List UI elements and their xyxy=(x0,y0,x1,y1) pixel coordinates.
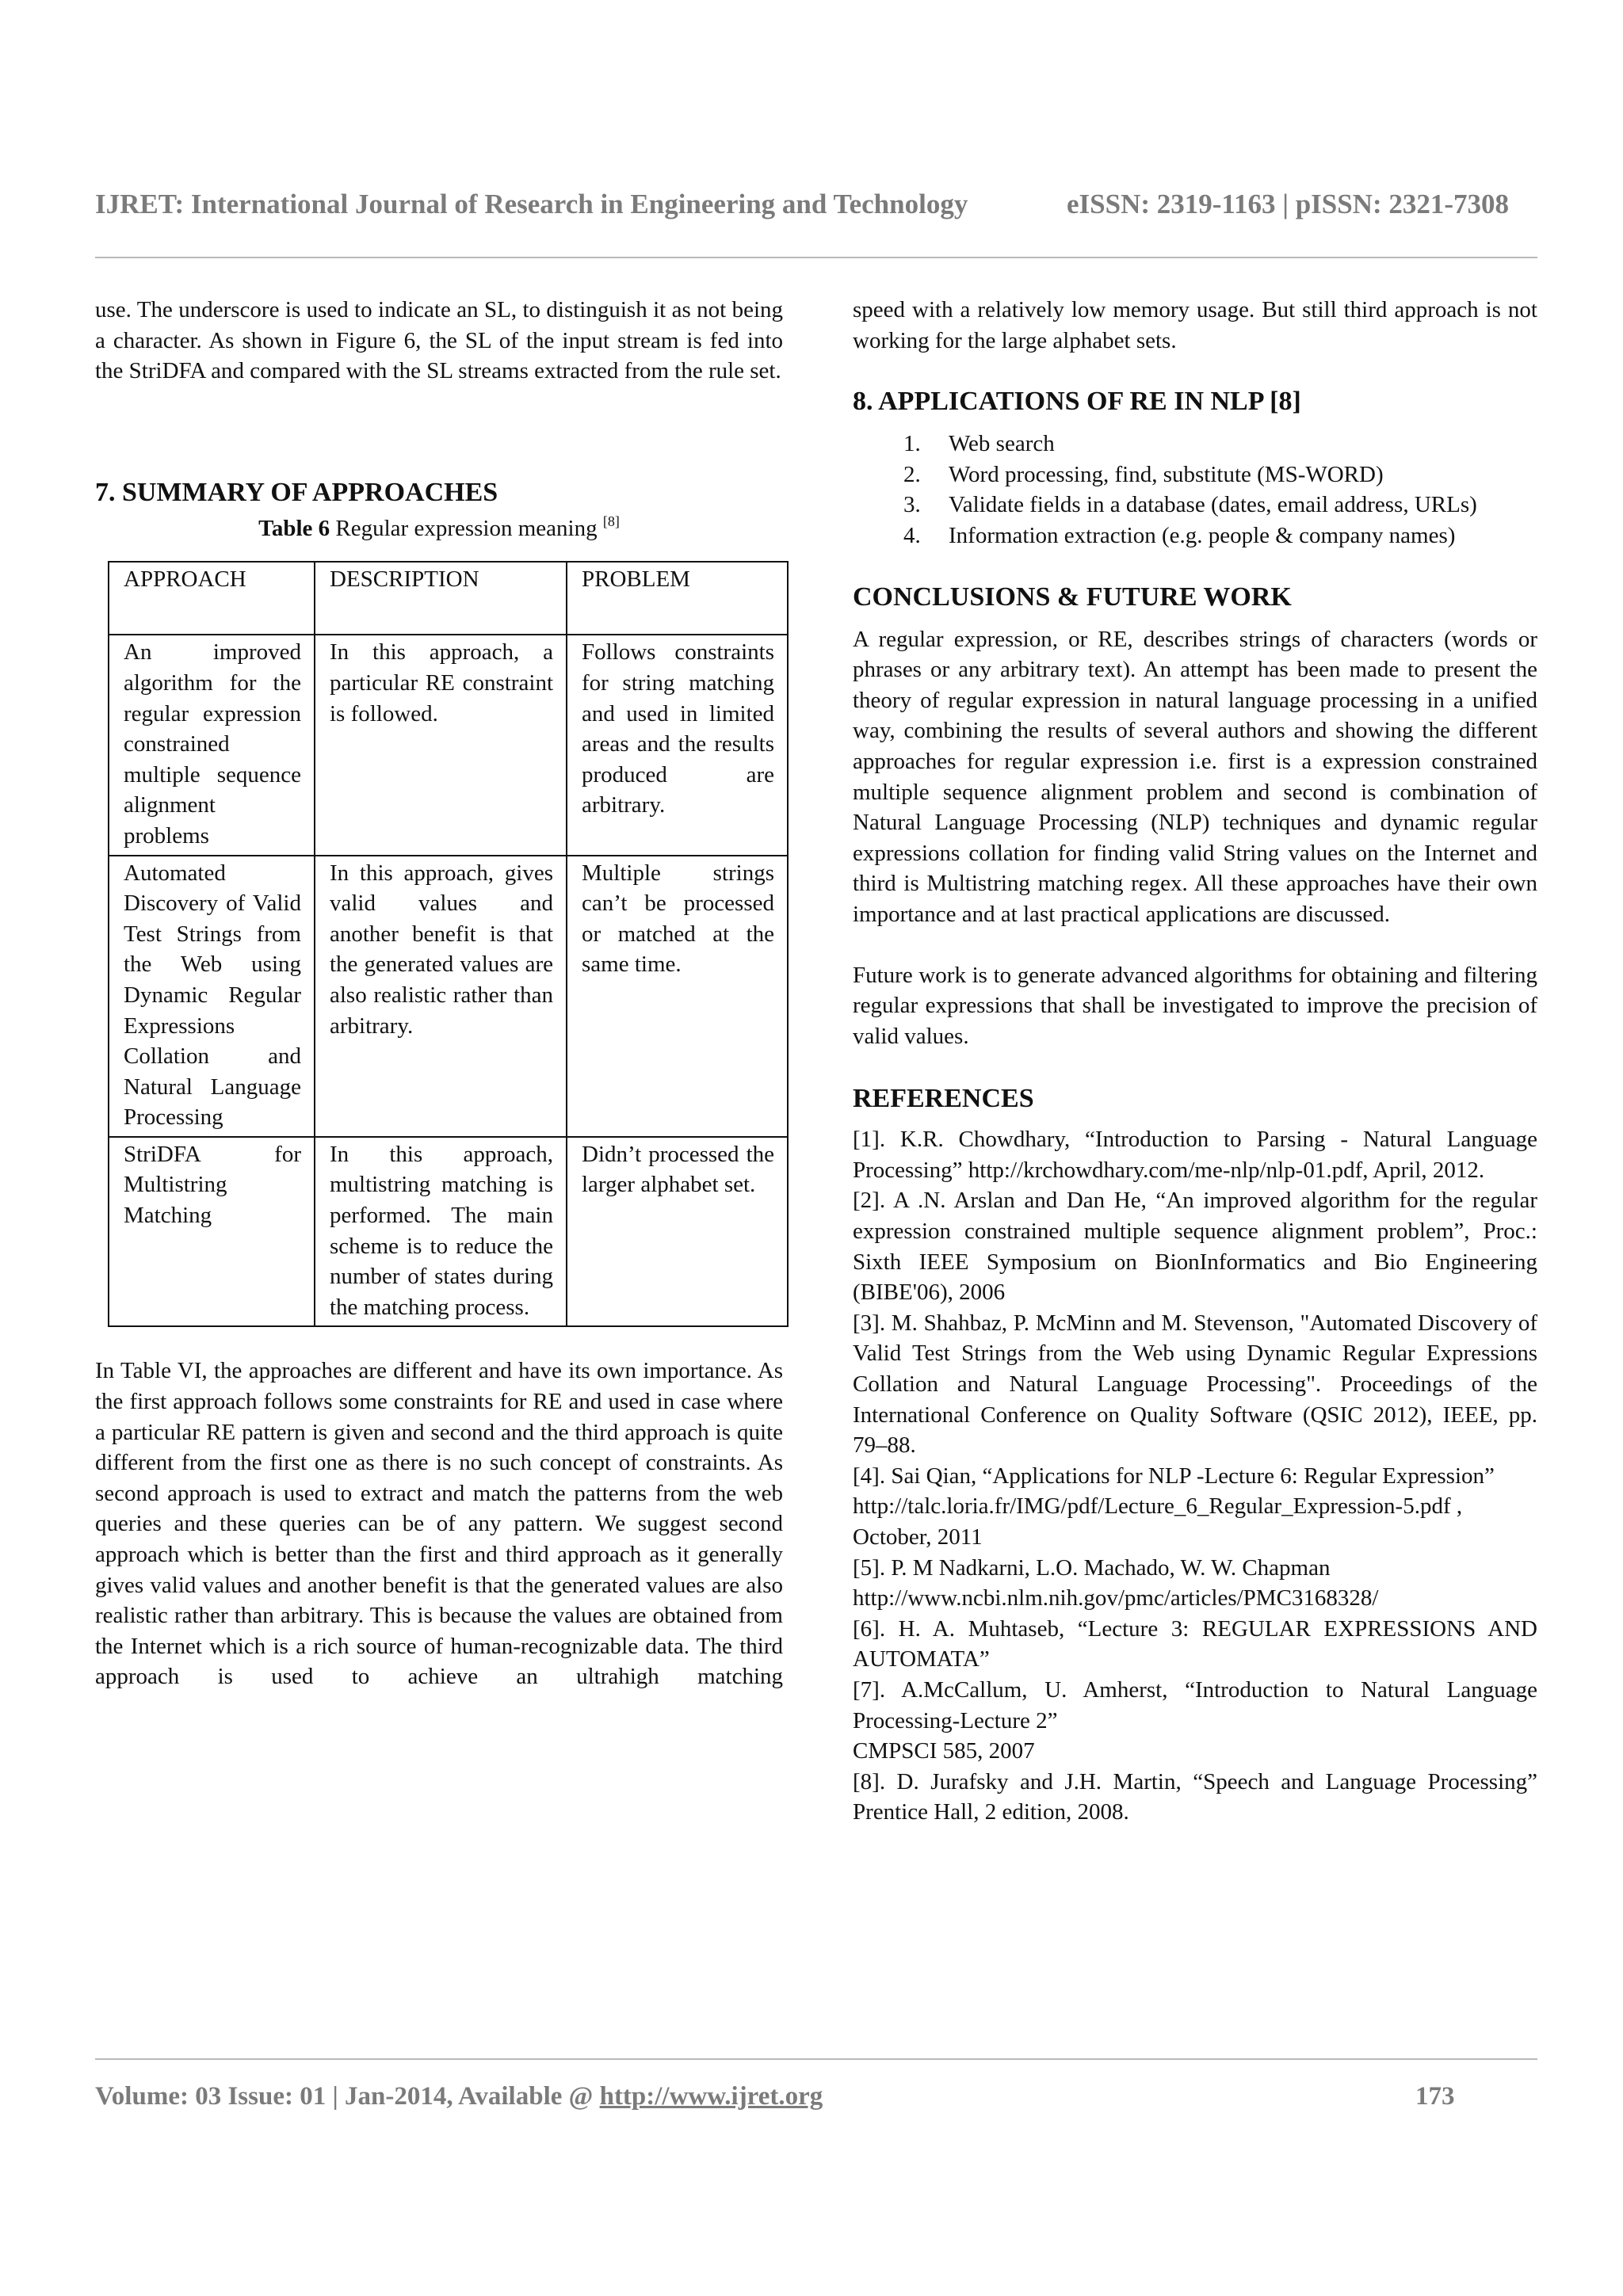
reference-item: CMPSCI 585, 2007 xyxy=(853,1738,1035,1764)
table-caption xyxy=(95,513,783,544)
left-column xyxy=(95,295,783,1692)
reference-item: [2]. A .N. Arslan and Dan He, “An improved algorithm for the regular expression constrained multiple sequence alignment problem”, Proc.: Sixth IEEE Symposium on BionInformatics and Bio Engineering (BIBE'06), 2006 xyxy=(853,1188,1537,1306)
table-row xyxy=(109,635,788,855)
continuation-paragraph: speed with a relatively low memory usage. But still third approach is not working for the large alphabet sets. xyxy=(853,297,1537,353)
references-list xyxy=(853,1124,1537,1828)
table-cell: Didn’t processed the larger alphabet set. xyxy=(567,1137,788,1327)
table-row xyxy=(109,1137,788,1327)
reference-item: [5]. P. M Nadkarni, L.O. Machado, W. W. Chapman xyxy=(853,1554,1331,1581)
table-cell: In this approach, a particular RE constraint is followed. xyxy=(315,635,567,855)
reference-item: [6]. H. A. Muhtaseb, “Lecture 3: REGULAR EXPRESSIONS AND AUTOMATA” xyxy=(853,1615,1537,1672)
table-header-cell: PROBLEM xyxy=(567,562,788,635)
reference-item: [1]. K.R. Chowdhary, “Introduction to Parsing - Natural Language Processing” http://krchowdhary.com/me-nlp/nlp-01.pdf, April, 2012. xyxy=(853,1127,1537,1183)
list-item: 2. Word processing, find, substitute (MS-WORD) xyxy=(903,461,1384,487)
table-cell: StriDFA for Multistring Matching xyxy=(109,1137,315,1327)
page-number: 173 xyxy=(1415,2082,1455,2111)
journal-link[interactable]: http://www.ijret.org xyxy=(599,2082,823,2111)
table-header-cell: DESCRIPTION xyxy=(315,562,567,635)
table-caption-label: Table 6 xyxy=(258,515,330,541)
reference-item: http://www.ncbi.nlm.nih.gov/pmc/articles/PMC3168328/ xyxy=(853,1585,1379,1611)
references-heading: REFERENCES xyxy=(853,1084,1034,1114)
discussion-paragraph: In Table VI, the approaches are different and have its own importance. As the first approach follows some constraints for RE and used in case where a particular RE pattern is given and second and the third approach is quite different from the first one as there is no such concept of constraints. As second approach is used to extract and match the patterns from the web queries and these queries can be of any pattern. We suggest second approach which is better than the first and third approach as it generally gives valid values and another benefit is that the generated values are also realistic rather than arbitrary. This is because the values are obtained from the Internet which is a rich source of human-recognizable data. The third approach is used to achieve an ultrahigh matching xyxy=(95,1358,783,1690)
issn: eISSN: 2319-1163 | pISSN: 2321-7308 xyxy=(1067,189,1510,219)
table-header-cell: APPROACH xyxy=(109,562,315,635)
table-cell: An improved algorithm for the regular expression constrained multiple sequence alignment problems xyxy=(109,635,315,855)
header-rule xyxy=(95,257,1537,258)
conclusions-paragraph: A regular expression, or RE, describes strings of characters (words or phrases or any arbitrary text). An attempt has been made to present the theory of regular expression in natural language processing in a unified way, combining the results of several authors and showing the different approaches for regular expression i.e. first is a expression constrained multiple sequence alignment problem and second is combination of Natural Language Processing (NLP) techniques and dynamic regular expressions collation for finding valid String values on the Internet and third is Multistring matching regex. All these approaches have their own importance and at last practical applications are discussed. xyxy=(853,626,1537,927)
journal-title: IJRET: International Journal of Research in Engineering and Technology xyxy=(95,189,968,219)
applications-list xyxy=(853,429,1537,551)
future-work-paragraph: Future work is to generate advanced algorithms for obtaining and filtering regular expressions that shall be investigated to improve the precision of valid values. xyxy=(853,962,1537,1049)
table-caption-text: Regular expression meaning xyxy=(335,515,598,541)
footer-volume: Volume: 03 Issue: 01 | Jan-2014, Available @ xyxy=(95,2082,594,2111)
footer-rule xyxy=(95,2058,1537,2060)
table-cell: In this approach, gives valid values and another benefit is that the generated values are also realistic rather than arbitrary. xyxy=(315,856,567,1137)
list-item: 1. Web search xyxy=(903,431,1055,457)
conclusions-heading: CONCLUSIONS & FUTURE WORK xyxy=(853,582,1292,612)
table-cell: Follows constraints for string matching and used in limited areas and the results produced are arbitrary. xyxy=(567,635,788,855)
right-column xyxy=(853,295,1537,1828)
table-cell: In this approach, multistring matching is performed. The main scheme is to reduce the number of states during the matching process. xyxy=(315,1137,567,1327)
list-item: 3. Validate fields in a database (dates, email address, URLs) xyxy=(903,492,1477,518)
reference-item: [4]. Sai Qian, “Applications for NLP -Lecture 6: Regular Expression” xyxy=(853,1463,1495,1489)
approaches-table xyxy=(108,561,789,1327)
reference-item: http://talc.loria.fr/IMG/pdf/Lecture_6_Regular_Expression-5.pdf , October, 2011 xyxy=(853,1493,1463,1550)
table-row xyxy=(109,856,788,1137)
table-header-row xyxy=(109,562,788,635)
intro-paragraph: use. The underscore is used to indicate an SL, to distinguish it as not being a character. As shown in Figure 6, the SL of the input stream is fed into the StriDFA and compared with the SL streams extracted from the rule set. xyxy=(95,297,783,384)
footer xyxy=(95,2082,823,2111)
list-item: 4. Information extraction (e.g. people & company names) xyxy=(903,522,1456,548)
reference-item: [8]. D. Jurafsky and J.H. Martin, “Speech and Language Processing” Prentice Hall, 2 edition, 2008. xyxy=(853,1768,1537,1825)
reference-item: [3]. M. Shahbaz, P. McMinn and M. Stevenson, "Automated Discovery of Valid Test Strings from the Web using Dynamic Regular Expressions Collation and Natural Language Processing". Proceedings of the International Conference on Quality Software (QSIC 2012), IEEE, pp. 79–88. xyxy=(853,1310,1537,1459)
table-caption-ref: [8] xyxy=(602,513,620,529)
reference-item: [7]. A.McCallum, U. Amherst, “Introduction to Natural Language Processing-Lecture 2” xyxy=(853,1676,1537,1733)
table-cell: Automated Discovery of Valid Test Strings from the Web using Dynamic Regular Expressions Collation and Natural Language Processing xyxy=(109,856,315,1137)
table-cell: Multiple strings can’t be processed or matched at the same time. xyxy=(567,856,788,1137)
section-8-heading: 8. APPLICATIONS OF RE IN NLP [8] xyxy=(853,387,1301,417)
section-7-heading: 7. SUMMARY OF APPROACHES xyxy=(95,477,498,507)
